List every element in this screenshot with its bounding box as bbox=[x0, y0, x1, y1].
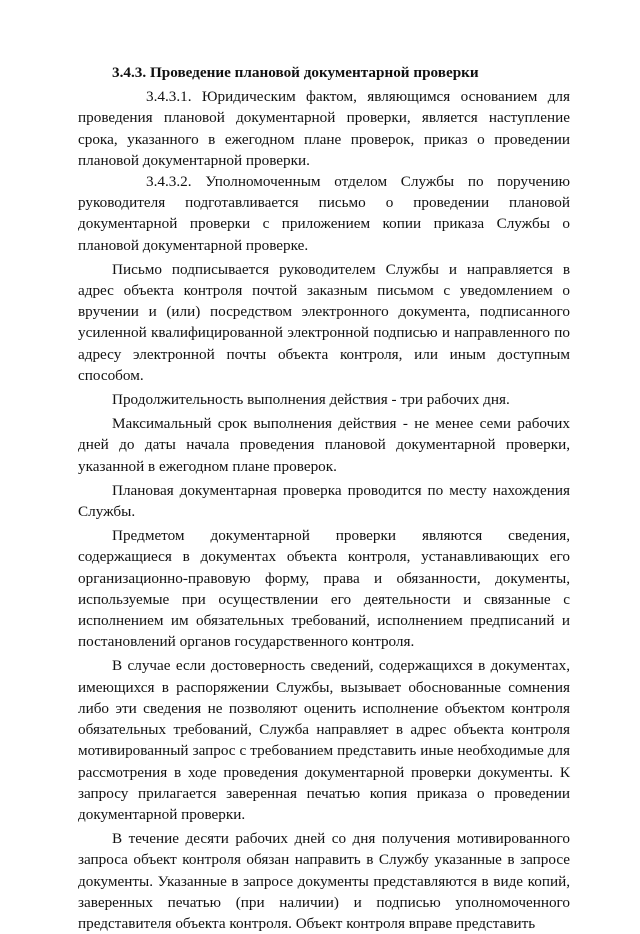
section-heading: 3.4.3. Проведение плановой документарной проверки bbox=[112, 64, 479, 81]
paragraph-location: Плановая документарная проверка проводится по месту нахождения Службы. bbox=[78, 481, 570, 521]
paragraph-max-term: Максимальный срок выполнения действия - не менее семи рабочих дней до даты начала проведения плановой документарной проверки, указанной в ежегодном плане проверок. bbox=[78, 415, 570, 475]
clause-3-4-3-2 bbox=[78, 171, 570, 256]
paragraph-subject: Предметом документарной проверки являются сведения, содержащиеся в документах объекта контроля, устанавливающих его организационно-правовую форму, права и обязанности, документы, используемые при осуществлении его деятельности и связанные с исполнением им обязательных требований, исполнением предписаний и постановлений органов государственного контроля. bbox=[78, 527, 570, 651]
paragraph-duration: Продолжительность выполнения действия - три рабочих дня. bbox=[112, 391, 510, 409]
paragraph-doubtful-data: В случае если достоверность сведений, содержащихся в документах, имеющихся в распоряжении Службы, вызывает обоснованные сомнения либо эти сведения не позволяют оценить исполнение объектом контроля обязательных требований, Служба направляет в адрес объекта контроля мотивированный запрос с требованием представить иные необходимые для рассмотрения в ходе проведения документарной проверки документы. К запросу прилагается заверенная печатью копия приказа о проведении документарной проверки. bbox=[78, 657, 570, 823]
clause-text: Уполномоченным отделом Службы по поручению руководителя подготавливается письмо о проведении плановой документарной проверки с приложением копии приказа Службы о плановой документарной проверке. bbox=[78, 173, 571, 254]
clause-number: 3.4.3.1. bbox=[146, 88, 192, 106]
paragraph-letter-signing: Письмо подписывается руководителем Службы и направляется в адрес объекта контроля почтой заказным письмом с уведомлением о вручении и (или) посредством электронного документа, подписанного усиленной квалифицированной электронной подписью и направленного по адресу электронной почты объекта контроля, или иным доступным способом. bbox=[78, 260, 570, 384]
clause-text: Юридическим фактом, являющимся основанием для проведения плановой документарной проверки, является наступление срока, указанного в ежегодном плане проверок, приказ о проведении плановой документарной проверки. bbox=[78, 88, 570, 169]
clause-number: 3.4.3.2. bbox=[146, 173, 192, 191]
document-page bbox=[78, 62, 570, 934]
clause-3-4-3-1 bbox=[78, 86, 570, 171]
paragraph-response-term: В течение десяти рабочих дней со дня получения мотивированного запроса объект контроля обязан направить в Службу указанные в запросе документы. Указанные в запросе документы представляются в виде копий, заверенных печатью (при наличии) и подписью уполномоченного представителя объекта контроля. Объект контроля вправе представить bbox=[78, 830, 570, 932]
